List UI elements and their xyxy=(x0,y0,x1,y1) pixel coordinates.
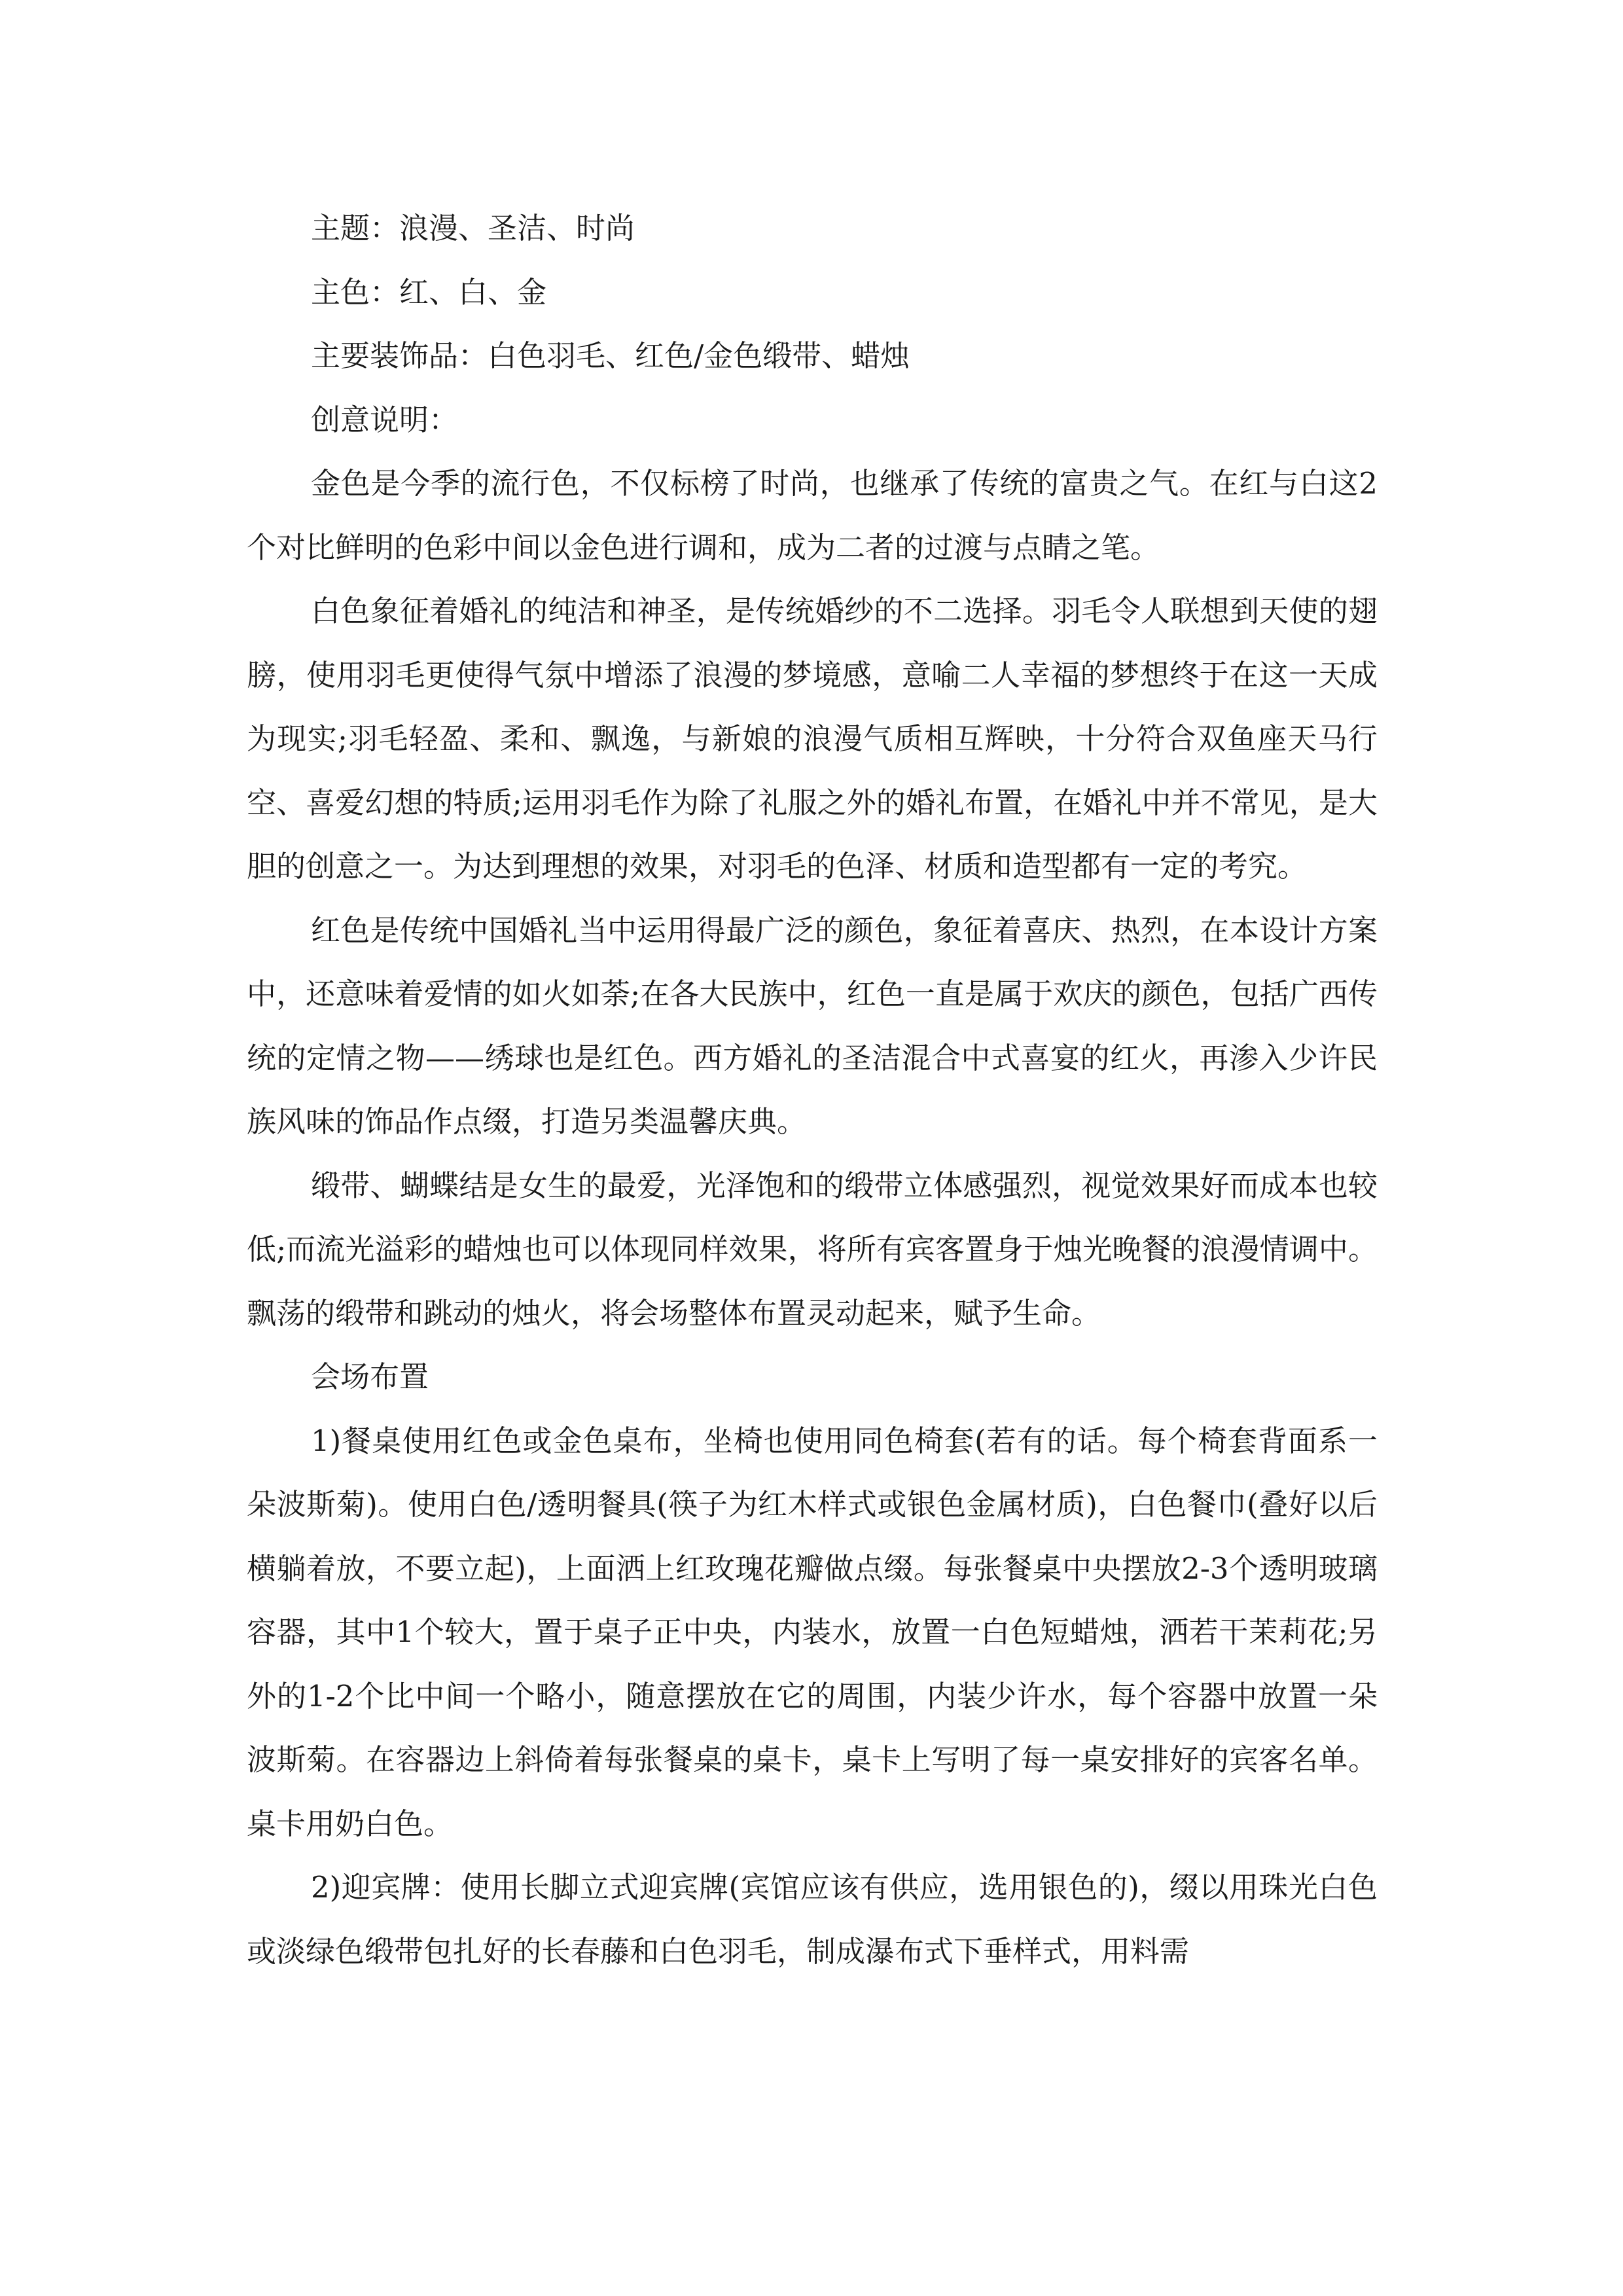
paragraph-ribbon: 缎带、蝴蝶结是女生的最爱，光泽饱和的缎带立体感强烈，视觉效果好而成本也较低;而流光溢彩的蜡烛也可以体现同样效果，将所有宾客置身于烛光晚餐的浪漫情调中。飘荡的缎带和跳动的烛火，将会场整体布置灵动起来，赋予生命。 xyxy=(247,1168,1378,1331)
paragraph-gold: 金色是今季的流行色，不仅标榜了时尚，也继承了传统的富贵之气。在红与白这2个对比鲜明的色彩中间以金色进行调和，成为二者的过渡与点睛之笔。 xyxy=(247,466,1378,565)
paragraph-red: 红色是传统中国婚礼当中运用得最广泛的颜色，象征着喜庆、热烈，在本设计方案中，还意味着爱情的如火如荼;在各大民族中，红色一直是属于欢庆的颜色，包括广西传统的定情之物——绣球也是红色。西方婚礼的圣洁混合中式喜宴的红火，再渗入少许民族风味的饰品作点缀，打造另类温馨庆典。 xyxy=(247,912,1378,1139)
venue-heading: 会场布置 xyxy=(311,1359,429,1394)
main-color-line: 主色：红、白、金 xyxy=(311,274,547,310)
decorations-line: 主要装饰品：白色羽毛、红色/金色缎带、蜡烛 xyxy=(311,338,910,373)
paragraph-welcome-sign: 2)迎宾牌：使用长脚立式迎宾牌(宾馆应该有供应，选用银色的)，缀以用珠光白色或淡绿色缎带包扎好的长春藤和白色羽毛，制成瀑布式下垂样式，用料需 xyxy=(247,1870,1378,1969)
creative-heading: 创意说明： xyxy=(311,402,459,437)
document-body xyxy=(247,196,1378,1983)
paragraph-white: 白色象征着婚礼的纯洁和神圣，是传统婚纱的不二选择。羽毛令人联想到天使的翅膀，使用羽毛更使得气氛中增添了浪漫的梦境感，意喻二人幸福的梦想终于在这一天成为现实;羽毛轻盈、柔和、飘逸，与新娘的浪漫气质相互辉映，十分符合双鱼座天马行空、喜爱幻想的特质;运用羽毛作为除了礼服之外的婚礼布置，在婚礼中并不常见，是大胆的创意之一。为达到理想的效果，对羽毛的色泽、材质和造型都有一定的考究。 xyxy=(247,594,1378,884)
paragraph-table: 1)餐桌使用红色或金色桌布，坐椅也使用同色椅套(若有的话。每个椅套背面系一朵波斯菊)。使用白色/透明餐具(筷子为红木样式或银色金属材质)，白色餐巾(叠好以后横躺着放，不要立起)，上面洒上红玫瑰花瓣做点缀。每张餐桌中央摆放2-3个透明玻璃容器，其中1个较大，置于桌子正中央，内装水，放置一白色短蜡烛，洒若干茉莉花;另外的1-2个比中间一个略小，随意摆放在它的周围，内装少许水，每个容器中放置一朵波斯菊。在容器边上斜倚着每张餐桌的桌卡，桌卡上写明了每一桌安排好的宾客名单。桌卡用奶白色。 xyxy=(247,1423,1378,1841)
theme-line: 主题：浪漫、圣洁、时尚 xyxy=(311,211,635,245)
